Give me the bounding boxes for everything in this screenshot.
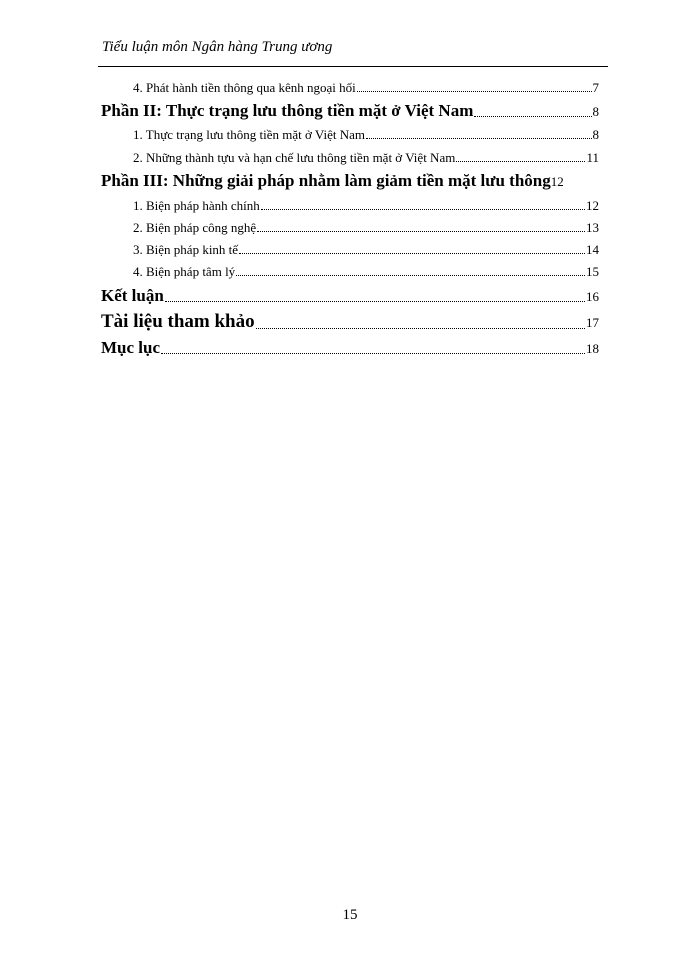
toc-entry-label: 1. Thực trạng lưu thông tiền mặt ở Việt Nam <box>133 127 366 142</box>
dot-leader <box>474 116 591 117</box>
toc-part-entry[interactable] <box>101 171 617 191</box>
toc-entry-page: 13 <box>586 220 599 235</box>
toc-part-entry[interactable] <box>101 101 599 121</box>
toc-entry-page: 18 <box>586 341 599 356</box>
toc-entry-label: Phần III: Những giải pháp nhằm làm giảm tiền mặt lưu thông <box>101 171 551 190</box>
toc-part-entry[interactable] <box>101 338 599 358</box>
dot-leader <box>257 231 585 232</box>
toc-entry-label: Mục lục <box>101 338 161 357</box>
page-header-title: Tiểu luận môn Ngân hàng Trung ương <box>102 39 333 55</box>
toc-entry-page: 15 <box>586 264 599 279</box>
toc-entry-label: 4. Phát hành tiền thông qua kênh ngoại hối <box>133 80 356 95</box>
toc-part-entry[interactable] <box>101 286 599 306</box>
toc-entry[interactable] <box>133 220 599 236</box>
toc-entry-label: 3. Biện pháp kinh tế <box>133 242 239 257</box>
toc-entry[interactable] <box>133 80 599 96</box>
toc-entry-page: 16 <box>586 289 599 304</box>
dot-leader <box>357 91 592 92</box>
toc-entry-page: 17 <box>586 315 599 330</box>
toc-entry-label: Phần II: Thực trạng lưu thông tiền mặt ở Việt Nam <box>101 101 474 120</box>
toc-entry-page: 11 <box>586 150 599 165</box>
toc-entry-page: 8 <box>592 104 599 119</box>
toc-entry-label: 2. Biện pháp công nghệ <box>133 220 257 235</box>
toc-entry[interactable] <box>133 198 599 214</box>
toc-entry[interactable] <box>133 264 599 280</box>
toc-entry[interactable] <box>133 127 599 143</box>
dot-leader <box>256 328 585 329</box>
toc-part-entry[interactable] <box>101 311 599 333</box>
dot-leader <box>239 253 585 254</box>
toc-entry-page: 14 <box>586 242 599 257</box>
toc-entry-page: 12 <box>550 174 564 189</box>
toc-entry-page: 7 <box>592 80 599 95</box>
dot-leader <box>161 353 585 354</box>
toc-entry-label: Tài liệu tham khảo <box>101 311 255 332</box>
dot-leader <box>366 138 591 139</box>
toc-entry-label: 1. Biện pháp hành chính <box>133 198 260 213</box>
dot-leader <box>236 275 585 276</box>
toc-entry[interactable] <box>133 242 599 258</box>
toc-entry-label: Kết luận <box>101 286 164 305</box>
toc-entry[interactable] <box>133 150 599 166</box>
toc-entry-page: 12 <box>586 198 599 213</box>
toc-entry-label: 2. Những thành tựu và hạn chế lưu thông tiền mặt ở Việt Nam <box>133 150 456 165</box>
dot-leader <box>456 161 585 162</box>
dot-leader <box>261 209 585 210</box>
dot-leader <box>165 301 585 302</box>
toc-entry-label: 4. Biện pháp tâm lý <box>133 264 236 279</box>
page-number: 15 <box>342 907 358 923</box>
toc-entry-page: 8 <box>592 127 599 142</box>
